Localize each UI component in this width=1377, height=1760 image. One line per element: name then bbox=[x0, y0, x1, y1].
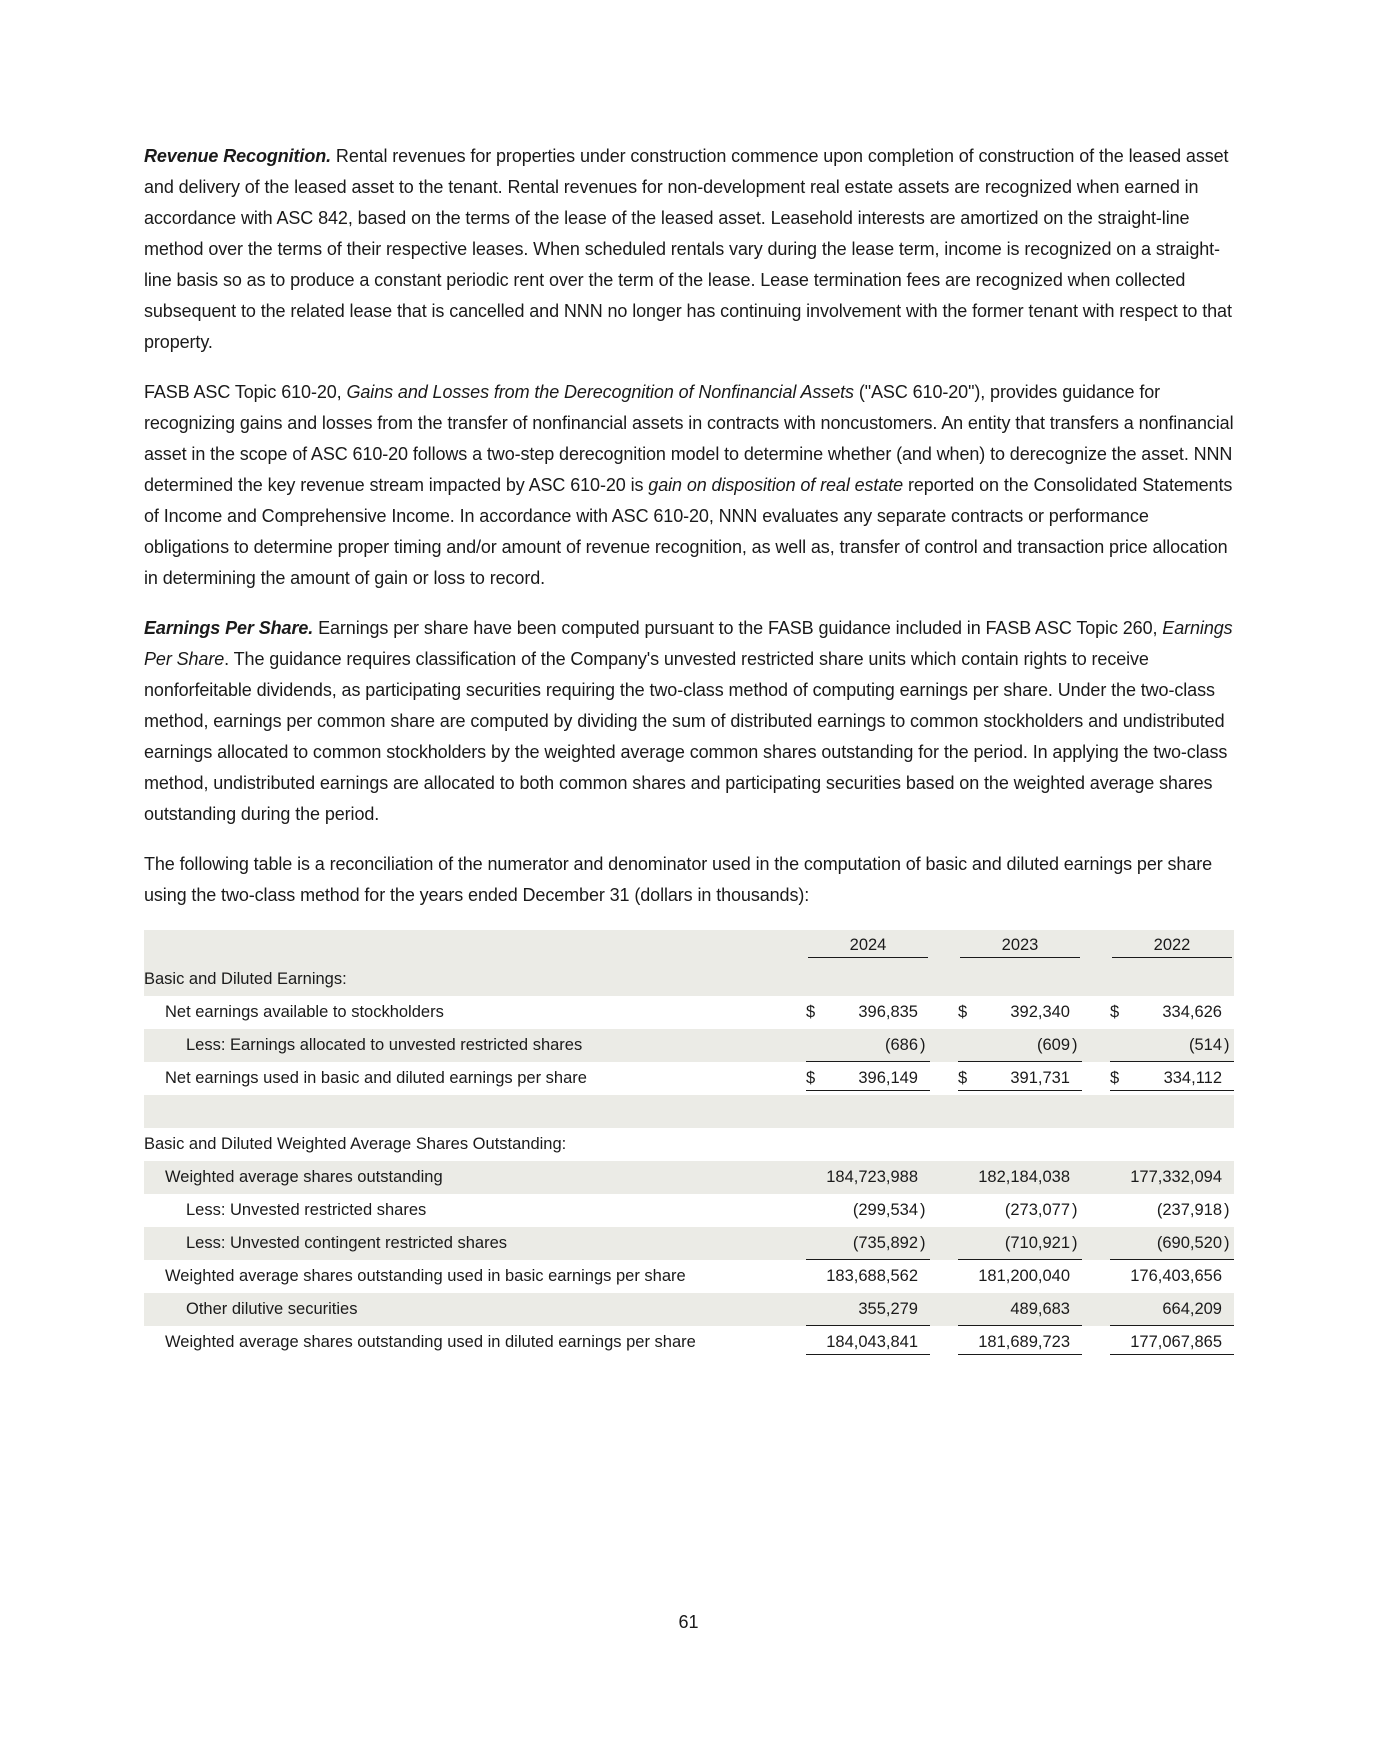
value-cell: (686 bbox=[820, 1029, 920, 1062]
section-label-earnings: Basic and Diluted Earnings: bbox=[144, 963, 778, 996]
row-label: Less: Unvested contingent restricted shares bbox=[144, 1227, 778, 1260]
value-cell: 396,149 bbox=[820, 1062, 920, 1095]
row-label: Net earnings available to stockholders bbox=[165, 1003, 444, 1021]
currency-symbol: $ bbox=[958, 1062, 972, 1095]
close-paren: ) bbox=[920, 1227, 930, 1260]
document-body bbox=[144, 141, 1234, 1359]
close-paren: ) bbox=[1224, 1029, 1234, 1062]
table-row bbox=[144, 1260, 1234, 1293]
currency-symbol: $ bbox=[958, 1003, 968, 1021]
table-row bbox=[144, 1293, 1234, 1326]
close-paren: ) bbox=[1072, 1227, 1082, 1260]
value-cell: 391,731 bbox=[972, 1062, 1072, 1095]
currency-symbol: $ bbox=[806, 1062, 820, 1095]
earnings-per-share-heading: Earnings Per Share. bbox=[144, 618, 314, 638]
currency-symbol: $ bbox=[1110, 1062, 1124, 1095]
asc-610-20-text-3: reported on the Consolidated Statements of Income and Comprehensive Income. In accordance with ASC 610-20, NNN evaluates any separate contracts or performance obligations to determine proper timing and/or amount of revenue recognition, as well as, transfer of control and transaction price allocation in determining the amount of gain or loss to record. bbox=[144, 475, 1233, 588]
table-row bbox=[144, 996, 1234, 1029]
table-row bbox=[144, 1062, 1234, 1095]
section-label-shares: Basic and Diluted Weighted Average Shares Outstanding: bbox=[144, 1135, 567, 1153]
close-paren: ) bbox=[1224, 1201, 1230, 1219]
table-header-row bbox=[144, 930, 1234, 963]
table-row bbox=[144, 1326, 1234, 1359]
currency-symbol: $ bbox=[1110, 1003, 1120, 1021]
row-label: Weighted average shares outstanding bbox=[144, 1161, 778, 1194]
value-cell: 181,689,723 bbox=[972, 1326, 1072, 1359]
asc-610-20-text-1: FASB ASC Topic 610-20, bbox=[144, 382, 347, 402]
value-cell: 489,683 bbox=[972, 1293, 1072, 1326]
eps-text-1: Earnings per share have been computed pursuant to the FASB guidance included in FASB ASC Topic 260, bbox=[313, 618, 1163, 638]
row-label: Weighted average shares outstanding used in basic earnings per share bbox=[165, 1267, 686, 1285]
value-cell: 664,209 bbox=[1124, 1293, 1224, 1326]
year-header-2024: 2024 bbox=[808, 936, 928, 958]
asc-610-20-title: Gains and Losses from the Derecognition of Nonfinancial Assets bbox=[346, 382, 854, 402]
revenue-recognition-paragraph bbox=[144, 141, 1234, 358]
value-cell: 184,043,841 bbox=[820, 1326, 920, 1359]
value-cell: (735,892 bbox=[820, 1227, 920, 1260]
value-cell: 355,279 bbox=[820, 1293, 920, 1326]
eps-topic-title: Earnings Per Share bbox=[144, 618, 1233, 669]
row-label: Net earnings used in basic and diluted earnings per share bbox=[165, 1069, 587, 1087]
value-cell: 183,688,562 bbox=[826, 1267, 918, 1285]
revenue-recognition-text: Rental revenues for properties under construction commence upon completion of construction of the leased asset and delivery of the leased asset to the tenant. Rental revenues for non-development real estate assets are recognized when earned in accordance with ASC 842, based on the terms of the lease of the leased asset. Leasehold interests are amortized on the straight-line method over the terms of their respective leases. When scheduled rentals vary during the lease term, income is recognized on a straight-line basis so as to produce a constant periodic rent over the term of the lease. Lease termination fees are recognized when collected subsequent to the related lease that is cancelled and NNN no longer has continuing involvement with the former tenant with respect to that property. bbox=[144, 146, 1232, 352]
table-row bbox=[144, 1194, 1234, 1227]
table-row bbox=[144, 1161, 1234, 1194]
value-cell: 177,332,094 bbox=[1124, 1161, 1224, 1194]
value-cell: (609 bbox=[972, 1029, 1072, 1062]
value-cell: 176,403,656 bbox=[1130, 1267, 1222, 1285]
value-cell: (710,921 bbox=[972, 1227, 1072, 1260]
value-cell: (273,077 bbox=[1004, 1201, 1070, 1219]
table-row bbox=[144, 1029, 1234, 1062]
table-row bbox=[144, 1227, 1234, 1260]
value-cell: 392,340 bbox=[1010, 1003, 1070, 1021]
earnings-per-share-paragraph bbox=[144, 613, 1234, 830]
value-cell: (299,534 bbox=[852, 1201, 918, 1219]
value-cell: 181,200,040 bbox=[978, 1267, 1070, 1285]
close-paren: ) bbox=[1072, 1201, 1078, 1219]
value-cell: 334,112 bbox=[1124, 1062, 1224, 1095]
value-cell: 334,626 bbox=[1162, 1003, 1222, 1021]
eps-text-2: . The guidance requires classification of the Company's unvested restricted share units which contain rights to receive nonforfeitable dividends, as participating securities requiring the two-class method of computing earnings per share. Under the two-class method, earnings per common share are computed by dividing the sum of distributed earnings to common stockholders and undistributed earnings allocated to common stockholders by the weighted average common shares outstanding for the period. In applying the two-class method, undistributed earnings are allocated to both common shares and participating securities based on the weighted average shares outstanding during the period. bbox=[144, 649, 1228, 824]
value-cell: 184,723,988 bbox=[820, 1161, 920, 1194]
revenue-recognition-heading: Revenue Recognition. bbox=[144, 146, 332, 166]
currency-symbol: $ bbox=[806, 1003, 816, 1021]
close-paren: ) bbox=[1224, 1227, 1234, 1260]
row-label: Other dilutive securities bbox=[144, 1293, 778, 1326]
year-header-2023: 2023 bbox=[960, 936, 1080, 958]
value-cell: 396,835 bbox=[858, 1003, 918, 1021]
value-cell: 182,184,038 bbox=[972, 1161, 1072, 1194]
row-label: Weighted average shares outstanding used in diluted earnings per share bbox=[165, 1333, 696, 1351]
close-paren: ) bbox=[1072, 1029, 1082, 1062]
page-number: 61 bbox=[678, 1612, 699, 1632]
close-paren: ) bbox=[920, 1029, 930, 1062]
asc-610-20-paragraph bbox=[144, 377, 1234, 594]
value-cell: 177,067,865 bbox=[1124, 1326, 1224, 1359]
value-cell: (690,520 bbox=[1124, 1227, 1224, 1260]
value-cell: (237,918 bbox=[1156, 1201, 1222, 1219]
row-label: Less: Unvested restricted shares bbox=[186, 1201, 427, 1219]
close-paren: ) bbox=[920, 1201, 926, 1219]
table-intro-paragraph: The following table is a reconciliation of the numerator and denominator used in the computation of basic and diluted earnings per share using the two-class method for the years ended December 31 (dollars in thousands): bbox=[144, 854, 1213, 905]
row-label: Less: Earnings allocated to unvested restricted shares bbox=[144, 1029, 778, 1062]
table-row bbox=[144, 1128, 1234, 1161]
eps-reconciliation-table bbox=[144, 930, 1234, 1359]
gain-on-disposition-term: gain on disposition of real estate bbox=[648, 475, 904, 495]
spacer-row bbox=[144, 1095, 1234, 1128]
table-row bbox=[144, 963, 1234, 996]
asc-610-20-text-2: ("ASC 610-20"), provides guidance for recognizing gains and losses from the transfer of nonfinancial assets in contracts with noncustomers. An entity that transfers a nonfinancial asset in the scope of ASC 610-20 follows a two-step derecognition model to determine whether (and when) to derecognize the asset. NNN determined the key revenue stream impacted by ASC 610-20 is bbox=[144, 382, 1234, 495]
year-header-2022: 2022 bbox=[1112, 936, 1232, 958]
value-cell: (514 bbox=[1124, 1029, 1224, 1062]
